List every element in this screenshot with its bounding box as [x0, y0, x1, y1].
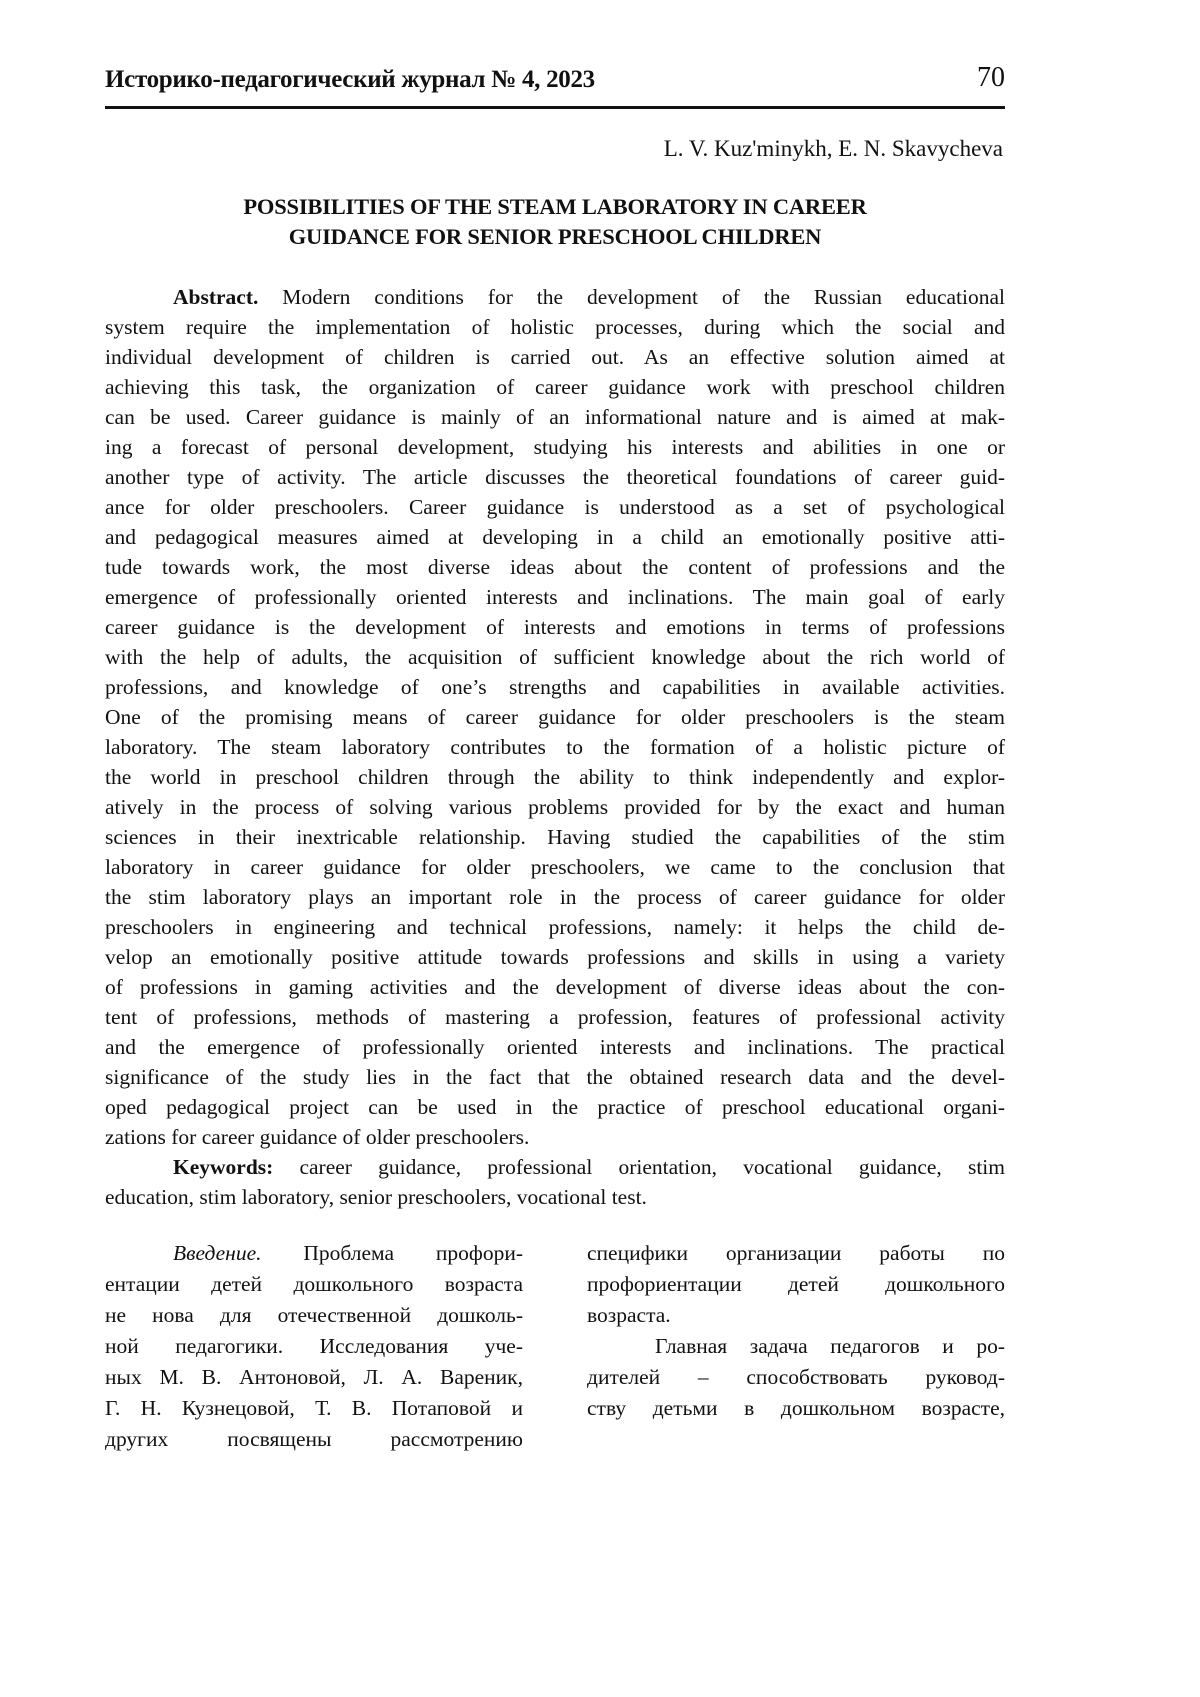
- line-text: специфики организации работы по: [587, 1241, 1005, 1265]
- text-line: [105, 672, 1005, 702]
- text-line: [105, 402, 1005, 432]
- line-text: других посвящены рассмотрению: [105, 1427, 523, 1451]
- title-line: POSSIBILITIES OF THE STEAM LABORATORY IN CAREER: [105, 192, 1005, 222]
- line-text: oped pedagogical project can be used in the practice of preschool educational organi-: [105, 1095, 1005, 1119]
- line-text: ентации детей дошкольного возраста: [105, 1272, 523, 1296]
- intro-label: Введение.: [173, 1241, 262, 1265]
- text-line: [105, 1182, 1005, 1212]
- line-text: velop an emotionally positive attitude towards professions and skills in using a variety: [105, 945, 1005, 969]
- text-line: [105, 1393, 523, 1424]
- text-line: [105, 1032, 1005, 1062]
- text-line: [105, 612, 1005, 642]
- line-text: emergence of professionally oriented interests and inclinations. The main goal of early: [105, 585, 1005, 609]
- text-line: [105, 1122, 1005, 1152]
- text-line: [105, 1238, 523, 1269]
- text-line: [105, 702, 1005, 732]
- text-line: [105, 312, 1005, 342]
- line-text: the stim laboratory plays an important role in the process of career guidance for older: [105, 885, 1005, 909]
- line-text: Проблема профори-: [262, 1241, 524, 1265]
- line-text: tude towards work, the most diverse ideas about the content of professions and the: [105, 555, 1005, 579]
- line-text: individual development of children is carried out. As an effective solution aimed at: [105, 345, 1005, 369]
- line-text: профориентации детей дошкольного: [587, 1272, 1005, 1296]
- line-text: laboratory in career guidance for older preschoolers, we came to the conclusion that: [105, 855, 1005, 879]
- text-line: [105, 1062, 1005, 1092]
- text-line: [105, 342, 1005, 372]
- left-column: [105, 1238, 523, 1455]
- text-line: [105, 372, 1005, 402]
- text-line: [105, 912, 1005, 942]
- text-line: [587, 1269, 1005, 1300]
- text-line: [105, 1092, 1005, 1122]
- line-text: with the help of adults, the acquisition of sufficient knowledge about the rich world of: [105, 645, 1005, 669]
- line-text: achieving this task, the organization of career guidance work with preschool children: [105, 375, 1005, 399]
- line-text: atively in the process of solving various problems provided for by the exact and human: [105, 795, 1005, 819]
- line-text: One of the promising means of career guidance for older preschoolers is the steam: [105, 705, 1005, 729]
- line-text: ной педагогики. Исследования уче-: [105, 1334, 523, 1358]
- text-line: [587, 1331, 1005, 1362]
- text-line: [105, 972, 1005, 1002]
- line-text: zations for career guidance of older preschoolers.: [105, 1125, 529, 1149]
- text-line: [105, 492, 1005, 522]
- line-text: the world in preschool children through the ability to think independently and explor-: [105, 765, 1005, 789]
- text-line: [587, 1393, 1005, 1424]
- line-text: ных М. В. Антоновой, Л. А. Вареник,: [105, 1365, 523, 1389]
- text-line: [105, 582, 1005, 612]
- abstract-label: Abstract.: [173, 285, 258, 309]
- line-text: professions, and knowledge of one’s strengths and capabilities in available activities.: [105, 675, 1005, 699]
- text-line: [587, 1300, 1005, 1331]
- text-line: [105, 1300, 523, 1331]
- line-text: can be used. Career guidance is mainly of an informational nature and is aimed at mak-: [105, 405, 1005, 429]
- keywords-label: Keywords:: [173, 1155, 273, 1179]
- text-line: [105, 642, 1005, 672]
- line-text: and the emergence of professionally oriented interests and inclinations. The practical: [105, 1035, 1005, 1059]
- line-text: Г. Н. Кузнецовой, Т. В. Потаповой и: [105, 1396, 523, 1420]
- title-line: GUIDANCE FOR SENIOR PRESCHOOL CHILDREN: [105, 222, 1005, 252]
- text-line: [105, 1424, 523, 1455]
- authors: L. V. Kuz'minykh, E. N. Skavycheva: [664, 136, 1003, 162]
- running-header: [105, 66, 1005, 109]
- line-text: career guidance, professional orientation, vocational guidance, stim: [273, 1155, 1005, 1179]
- text-line: [105, 462, 1005, 492]
- text-line: [587, 1362, 1005, 1393]
- line-text: Modern conditions for the development of the Russian educational: [258, 285, 1005, 309]
- text-line: [105, 552, 1005, 582]
- text-line: [105, 522, 1005, 552]
- line-text: ству детьми в дошкольном возрасте,: [587, 1396, 1005, 1420]
- text-line: [105, 942, 1005, 972]
- line-text: laboratory. The steam laboratory contributes to the formation of a holistic picture of: [105, 735, 1005, 759]
- abstract: [105, 282, 1005, 1212]
- line-text: ing a forecast of personal development, studying his interests and abilities in one or: [105, 435, 1005, 459]
- text-line: [105, 852, 1005, 882]
- text-line: [105, 822, 1005, 852]
- page-number: 70: [977, 62, 1005, 94]
- text-line: [105, 1269, 523, 1300]
- article-title: [105, 192, 1005, 252]
- line-text: Главная задача педагогов и ро-: [655, 1334, 1005, 1358]
- text-line: [105, 1002, 1005, 1032]
- line-text: дителей – способствовать руковод-: [587, 1365, 1005, 1389]
- line-text: tent of professions, methods of mastering a profession, features of professional activity: [105, 1005, 1005, 1029]
- text-line: [105, 1152, 1005, 1182]
- line-text: career guidance is the development of interests and emotions in terms of professions: [105, 615, 1005, 639]
- line-text: another type of activity. The article discusses the theoretical foundations of career guid-: [105, 465, 1005, 489]
- line-text: ance for older preschoolers. Career guidance is understood as a set of psychological: [105, 495, 1005, 519]
- line-text: sciences in their inextricable relationship. Having studied the capabilities of the stim: [105, 825, 1005, 849]
- line-text: не нова для отечественной дошколь-: [105, 1303, 523, 1327]
- line-text: preschoolers in engineering and technical professions, namely: it helps the child de-: [105, 915, 1005, 939]
- line-text: возраста.: [587, 1303, 671, 1327]
- text-line: [105, 762, 1005, 792]
- line-text: education, stim laboratory, senior preschoolers, vocational test.: [105, 1185, 647, 1209]
- text-line: [105, 1331, 523, 1362]
- text-line: [105, 1362, 523, 1393]
- line-text: significance of the study lies in the fact that the obtained research data and the devel-: [105, 1065, 1005, 1089]
- text-line: [105, 432, 1005, 462]
- line-text: and pedagogical measures aimed at developing in a child an emotionally positive atti-: [105, 525, 1005, 549]
- text-line: [105, 282, 1005, 312]
- text-line: [587, 1238, 1005, 1269]
- text-line: [105, 792, 1005, 822]
- journal-title: Историко-педагогический журнал № 4, 2023: [105, 66, 595, 94]
- line-text: of professions in gaming activities and the development of diverse ideas about the con-: [105, 975, 1005, 999]
- text-line: [105, 732, 1005, 762]
- line-text: system require the implementation of holistic processes, during which the social and: [105, 315, 1005, 339]
- right-column: [587, 1238, 1005, 1424]
- text-line: [105, 882, 1005, 912]
